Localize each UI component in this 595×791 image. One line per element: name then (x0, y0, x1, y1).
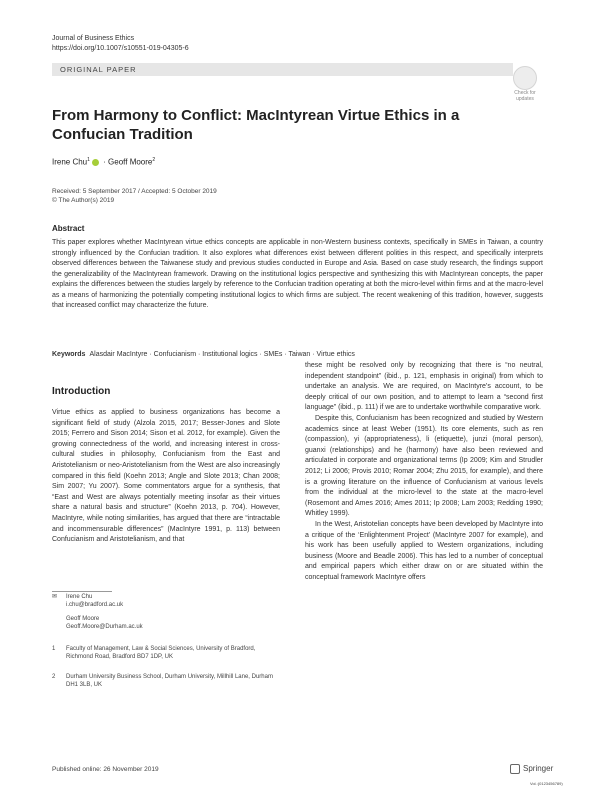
article-dates (52, 187, 217, 205)
intro-paragraph-3: In the West, Aristotelian concepts have been developed by MacIntyre into a critique of the ‘Enlightenment Project’ (MacIntyre 2007 for example), and his work has been usefully applied to Western organizations, including business (Moore and Beadle 2006). This has led to a number of conceptual and empirical papers which either draw on or are situated within the conceptual framework MacIntyre offers (305, 520, 543, 581)
corr-name-1: Irene Chu (66, 594, 93, 600)
introduction-heading: Introduction (52, 386, 111, 397)
springer-horse-icon (510, 764, 520, 774)
received-accepted: Received: 5 September 2017 / Accepted: 5 October 2019 (52, 188, 217, 195)
journal-header (52, 34, 189, 54)
keywords-label: Keywords (52, 351, 86, 358)
orcid-icon[interactable] (92, 159, 99, 166)
article-type-banner (52, 63, 513, 76)
author-line (52, 157, 155, 167)
corr-email-1[interactable]: i.chu@bradford.ac.uk (66, 602, 124, 608)
intro-paragraph-1-cont: these might be resolved only by recognizing that there is “no neutral, independent standpoint” (ibid., p. 121, emphasis in original) from which to undertake an analysis. We are required, on MacIntyre’s account, to be deeply critical of our own position, and to attempt to learn a “second first language” (ibid., p. 111) if we are to undertake worthwhile comparative work. (305, 362, 543, 412)
affiliation-2: Durham University Business School, Durham University, Millhill Lane, Durham DH1 3LB, UK (66, 674, 273, 688)
copyright: © The Author(s) 2019 (52, 197, 115, 204)
check-for-updates-badge[interactable] (508, 66, 542, 100)
corr-name-2: Geoff Moore (66, 616, 100, 622)
badge-line1: Check for (514, 90, 536, 96)
publisher-name: Springer (523, 764, 554, 774)
keywords-text: Alasdair MacIntyre · Confucianism · Institutional logics · SMEs · Taiwan · Virtue ethics (89, 351, 355, 358)
corr-email-2[interactable]: Geoff.Moore@Durham.ac.uk (66, 624, 143, 630)
intro-paragraph-2: Despite this, Confucianism has been recognized and studied by Western academics since at least Weber (1951). Its core elements, such as ren (compassion), yi (appropriateness), li (etiquette), junzi (moral person), guanxi (relationships) and he (harmony) have also been reviewed and articulated in corporate and organizational terms (Ip 2009; Kim and Strudler 2012; Li 2006; Provis 2010; Romar 2004; Zhu 2015, for example), and there is a growing literature on the influence of Confucianism at various levels from the individual at the micro-level to the state at the macro-level (Rosemont and Ames 2016; Ames 2011; Ip 2008; Lam 2003; Redding 1990; Whitley 1999). (305, 414, 543, 518)
published-online: Published online: 26 November 2019 (52, 766, 159, 773)
affiliation-2-number: 2 (52, 674, 56, 680)
abstract-heading: Abstract (52, 224, 85, 233)
author-1-affil: 1 (87, 157, 90, 163)
footnote-separator (52, 591, 112, 592)
author-2[interactable]: · Geoff Moore (103, 157, 153, 167)
abstract-text: This paper explores whether MacIntyrean virtue ethics concepts are applicable in non-Western business contexts, specifically in SMEs in Taiwan, a country strongly influenced by the Confucian tradition. It also explores what differences exist between different polities in this respect, and specifically interprets observed differences between the Taiwanese study and previous studies conducted in Europe and Asia. Based on case study research, the findings support the generalizability of the MacIntyrean framework. Drawing on the institutional logics perspective and synthesizing this with MacIntyrean concepts, the paper explains the differences between the studies largely by reference to the Confucian tradition operating at both the micro-level within firms and at the macro-level as a means of harmonizing the potentially competing institutional logics to which firms are subject. The recent weakening of this tradition, however, suggests that increased conflict may characterize the future. (52, 239, 543, 309)
envelope-icon: ✉ (52, 594, 58, 600)
publisher-logo (510, 764, 553, 774)
doi-link[interactable]: https://doi.org/10.1007/s10551-019-04305-6 (52, 45, 189, 52)
journal-name: Journal of Business Ethics (52, 35, 135, 42)
page-label: Vol.:(0123456789) (530, 781, 563, 786)
correspondence-block (66, 593, 143, 631)
affiliation-1: Faculty of Management, Law & Social Sciences, University of Bradford, Richmond Road, Bradford BD7 1DP, UK (66, 646, 256, 660)
article-type: ORIGINAL PAPER (60, 65, 137, 74)
crossmark-icon (513, 66, 537, 90)
affiliation-1-number: 1 (52, 646, 56, 652)
author-1[interactable]: Irene Chu (52, 157, 88, 167)
author-2-affil: 2 (152, 157, 156, 163)
intro-left-column: Virtue ethics as applied to business organizations has become a significant field of study (Alzola 2015, 2017; Besser-Jones and Slote 2015; Ferrero and Sison 2014; Sison et al. 2012, for example). Given the growing connectedness of the world, and increasing interest in cross-cultural studies in philosophy, Confucianism from the East and Aristotelianism or neo-Aristotelianism from the West are also increasingly compared in this field (Koehn 2013; Angle and Slote 2013; Chan 2008; Sim 2007; Yu 2007). Some commentators argue for a synthesis, that “East and West are always potentially meeting insofar as their virtues share a natural basis and structure” (Koehn 2013, p. 704). However, MacIntyre, while noting similarities, has argued that there are “intractable and incommensurable differences” (MacIntyre 1991, p. 113) between Confucianism and Aristotelianism, and that (52, 409, 280, 544)
keywords (52, 351, 543, 358)
badge-line2: updates (516, 96, 534, 102)
intro-right-column (305, 361, 543, 583)
paper-title: From Harmony to Conflict: MacIntyrean Virtue Ethics in a Confucian Tradition (52, 107, 460, 143)
